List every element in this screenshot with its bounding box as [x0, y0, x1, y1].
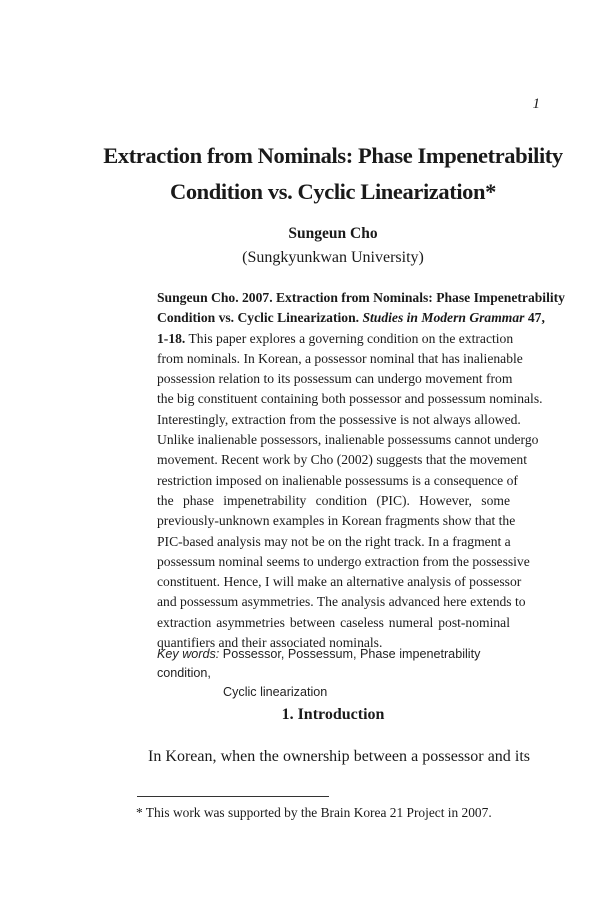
- abstract: [157, 288, 565, 653]
- title-line-1: Extraction from Nominals: Phase Impenetrability: [103, 143, 563, 168]
- abstract-line: movement. Recent work by Cho (2002) suggests that the movement: [157, 452, 527, 468]
- abstract-line: possessum nominal seems to undergo extraction from the possessive: [157, 553, 530, 569]
- footnote: * This work was supported by the Brain Korea 21 Project in 2007.: [136, 805, 492, 820]
- body-paragraph-first-line: In Korean, when the ownership between a possessor and its: [148, 748, 530, 765]
- footnote-divider: [137, 796, 329, 797]
- abstract-text: This paper explores a governing condition on the extraction: [188, 330, 514, 346]
- abstract-line: and possessum asymmetries. The analysis advanced here extends to: [157, 594, 526, 610]
- title-line-2: Condition vs. Cyclic Linearization*: [169, 179, 496, 204]
- citation-bold: Sungeun Cho. 2007. Extraction from Nominals: Phase Impenetrability: [157, 290, 565, 305]
- abstract-line: the big constituent containing both possessor and possessum nominals.: [157, 391, 543, 407]
- abstract-line: previously-unknown examples in Korean fragments show that the: [157, 513, 516, 529]
- author-name: Sungeun Cho: [288, 225, 378, 242]
- journal-name: Studies in Modern Grammar: [362, 310, 525, 326]
- abstract-line: restriction imposed on inalienable possessums is a consequence of: [157, 472, 518, 488]
- abstract-line: the phase impenetrability condition (PIC). However, some: [157, 492, 510, 508]
- abstract-line: Interestingly, extraction from the possessive is not always allowed.: [157, 411, 521, 427]
- abstract-citation-line-2: [157, 308, 545, 328]
- journal-pages: 1-18.: [157, 330, 186, 346]
- keywords-list-line-2: Cyclic linearization: [223, 685, 328, 699]
- journal-volume: 47,: [527, 310, 545, 326]
- citation-bold-2: Condition vs. Cyclic Linearization.: [157, 310, 360, 326]
- keywords: [157, 645, 537, 702]
- section-heading-introduction: 1. Introduction: [281, 706, 385, 723]
- abstract-line: extraction asymmetries between caseless numeral post-nominal: [157, 614, 510, 630]
- author-affiliation: (Sungkyunkwan University): [242, 249, 424, 266]
- keywords-label: Key words:: [157, 647, 220, 661]
- abstract-line: possession relation to its possessum can undergo movement from: [157, 371, 513, 387]
- abstract-line: quantifiers and their associated nominals.: [157, 635, 383, 651]
- abstract-citation-line-1: [157, 288, 565, 308]
- abstract-line: from nominals. In Korean, a possessor nominal that has inalienable: [157, 350, 523, 366]
- abstract-line: PIC-based analysis may not be on the right track. In a fragment a: [157, 533, 511, 549]
- abstract-line: Unlike inalienable possessors, inalienable possessums cannot undergo: [157, 432, 539, 448]
- abstract-line: constituent. Hence, I will make an alternative analysis of possessor: [157, 574, 522, 590]
- abstract-line: [157, 329, 514, 349]
- paper-title: [100, 138, 566, 210]
- page-number: 1: [532, 96, 540, 112]
- keywords-list-line-1: Possessor, Possessum, Phase impenetrability condition,: [157, 647, 481, 680]
